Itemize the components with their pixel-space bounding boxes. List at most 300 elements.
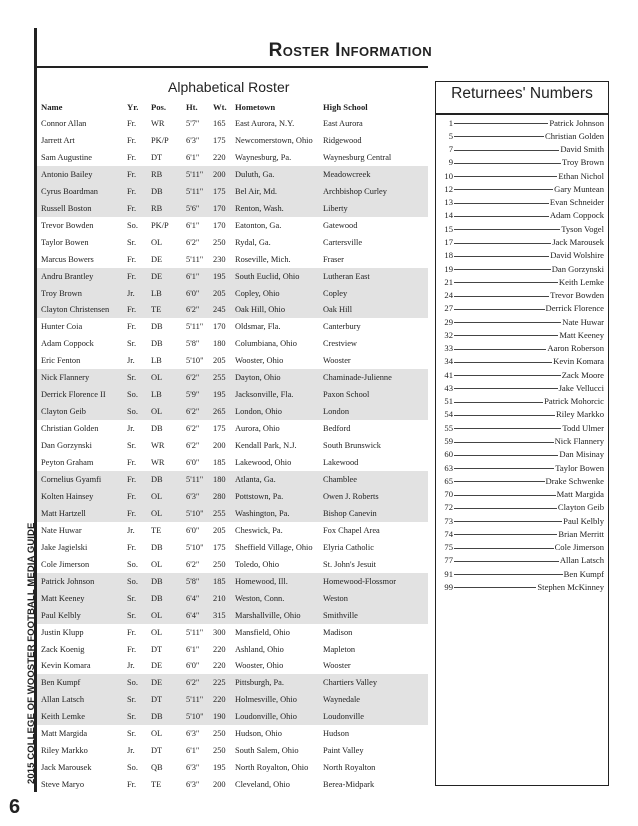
returnee-name: Riley Markko [556,409,604,420]
table-row [37,708,428,725]
player-year: Jr. [127,661,135,671]
player-position: DB [151,542,163,552]
player-hometown: Ashland, Ohio [235,644,284,654]
player-hometown: Eatonton, Ga. [235,220,282,230]
player-hometown: Pittsburgh, Pa. [235,678,284,688]
player-weight: 220 [213,661,226,671]
player-name: Justin Klupp [41,627,84,637]
player-position: OL [151,610,163,620]
player-hometown: Cheswick, Pa. [235,525,283,535]
player-position: LB [151,356,162,366]
player-name: Christian Golden [41,424,99,434]
returnee-name: Jake Vellucci [558,382,604,393]
returnees-list [438,116,606,594]
player-year: So. [127,390,138,400]
returnees-title-rule [436,113,608,115]
list-item [438,421,606,434]
column-header-position: Pos. [151,101,167,112]
leader-line [454,561,559,562]
player-position: DE [151,661,163,671]
player-height: 6'3" [186,729,200,739]
player-hometown: Homewood, Ill. [235,576,288,586]
player-year: So. [127,220,138,230]
returnee-name: Brian Merritt [558,528,604,539]
list-item [438,381,606,394]
player-hometown: Washington, Pa. [235,508,290,518]
header-rule [34,66,428,68]
player-name: Matt Margida [41,729,88,739]
roster-title: Alphabetical Roster [168,79,290,95]
player-position: RB [151,203,163,213]
player-weight: 170 [213,203,226,213]
jersey-number: 73 [444,515,453,526]
player-high-school: Wooster [323,661,351,671]
player-name: Peyton Graham [41,458,94,468]
table-row [37,335,428,352]
player-hometown: Bel Air, Md. [235,186,278,196]
player-height: 5'10" [186,712,204,722]
player-year: So. [127,576,138,586]
jersey-number: 10 [444,170,453,181]
player-high-school: Crestview [323,339,357,349]
player-name: Antonio Bailey [41,169,93,179]
player-name: Sam Augustine [41,152,92,162]
returnee-name: Taylor Bowen [555,462,604,473]
player-high-school: Cartersville [323,237,363,247]
returnees-box [435,81,609,786]
jersey-number: 99 [444,581,453,592]
player-high-school: Liberty [323,203,348,213]
leader-line [454,296,549,297]
table-row [37,251,428,268]
player-hometown: South Salem, Ohio [235,746,299,756]
player-position: QB [151,763,163,773]
player-name: Cole Jimerson [41,559,90,569]
returnees-title: Returnees' Numbers [451,85,593,102]
page-title: Roster Information [268,40,432,61]
player-high-school: Lakewood [323,458,359,468]
jersey-number: 41 [444,369,453,380]
player-high-school: Bishop Canevin [323,508,377,518]
player-height: 5'11" [186,186,204,196]
jersey-number: 13 [444,197,453,208]
player-high-school: Bedford [323,424,351,434]
player-name: Clayton Christensen [41,305,110,315]
player-hometown: London, Ohio [235,407,282,417]
list-item [438,262,606,275]
player-weight: 250 [213,729,226,739]
leader-line [454,468,554,469]
player-weight: 250 [213,746,226,756]
player-name: Riley Markko [41,746,88,756]
list-item [438,527,606,540]
player-position: RB [151,169,163,179]
player-high-school: Lutheran East [323,271,370,281]
leader-line [454,176,557,177]
player-height: 6'3" [186,780,200,790]
player-height: 5'9" [186,390,200,400]
player-position: DB [151,186,163,196]
player-weight: 185 [213,576,226,586]
leader-line [454,256,549,257]
player-year: Sr. [127,237,137,247]
player-hometown: Toledo, Ohio [235,559,280,569]
jersey-number: 9 [448,157,453,168]
player-height: 6'1" [186,271,200,281]
leader-line [454,521,562,522]
player-height: 6'1" [186,220,200,230]
player-high-school: Oak Hill [323,305,353,315]
leader-line [454,481,545,482]
player-hometown: Waynesburg, Pa. [235,152,292,162]
player-position: PK/P [151,135,169,145]
player-hometown: Columbiana, Ohio [235,339,297,349]
player-weight: 210 [213,593,226,603]
jersey-number: 24 [444,290,453,301]
leader-line [454,136,544,137]
player-year: So. [127,763,138,773]
player-year: Sr. [127,339,137,349]
player-high-school: Elyria Catholic [323,542,374,552]
player-year: Fr. [127,458,137,468]
jersey-number: 72 [444,502,453,513]
leader-line [454,574,563,575]
table-row [37,437,428,454]
table-row [37,285,428,302]
returnee-name: Allan Latsch [559,555,604,566]
player-position: DE [151,678,163,688]
jersey-number: 1 [448,117,453,128]
returnee-name: Evan Schneider [549,197,604,208]
list-item [438,182,606,195]
table-row [37,505,428,522]
list-item [438,461,606,474]
player-position: DE [151,271,163,281]
player-hometown: Duluth, Ga. [235,169,275,179]
leader-line [454,335,558,336]
leader-line [454,322,561,323]
table-row [37,624,428,641]
returnee-name: Clayton Geib [557,502,604,513]
player-high-school: Smithville [323,610,358,620]
player-name: Kolten Hainsey [41,491,94,501]
returnee-name: Derrick Florence [545,303,604,314]
player-year: Sr. [127,712,137,722]
player-weight: 185 [213,458,226,468]
jersey-number: 70 [444,489,453,500]
player-year: Fr. [127,169,137,179]
table-row [37,369,428,386]
player-hometown: Oak Hill, Ohio [235,305,286,315]
player-weight: 200 [213,441,226,451]
table-row [37,234,428,251]
returnee-name: Matt Margida [556,489,604,500]
media-guide-sidebar-label: 2015 COLLEGE OF WOOSTER FOOTBALL MEDIA GUIDE [26,522,37,784]
player-high-school: Chamblee [323,474,357,484]
jersey-number: 54 [444,409,453,420]
player-high-school: Hudson [323,729,350,739]
table-row [37,352,428,369]
player-height: 6'4" [186,593,200,603]
returnee-name: Paul Kelbly [563,515,604,526]
player-name: Zack Koenig [41,644,85,654]
list-item [438,169,606,182]
player-weight: 175 [213,424,226,434]
player-hometown: Holmesville, Ohio [235,695,297,705]
player-hometown: Oldsmar, Fla. [235,322,281,332]
player-weight: 180 [213,474,226,484]
player-high-school: Meadowcreek [323,169,371,179]
returnee-name: Nate Huwar [562,316,604,327]
table-row [37,776,428,793]
player-position: WR [151,441,165,451]
returnee-name: Troy Brown [562,157,604,168]
player-position: OL [151,559,163,569]
leader-line [454,402,543,403]
player-weight: 220 [213,152,226,162]
column-header-hometown: Hometown [235,101,276,112]
jersey-number: 27 [444,303,453,314]
player-weight: 265 [213,407,226,417]
player-height: 6'2" [186,559,200,569]
leader-line [454,534,557,535]
jersey-number: 32 [444,329,453,340]
returnee-name: Ethan Nichol [558,170,604,181]
leader-line [454,428,561,429]
player-height: 5'11" [186,254,204,264]
player-year: Fr. [127,135,137,145]
table-row [37,742,428,759]
list-item [438,395,606,408]
leader-line [454,548,554,549]
player-weight: 245 [213,305,226,315]
player-name: Adam Coppock [41,339,94,349]
leader-line [454,150,559,151]
list-item [438,116,606,129]
player-weight: 255 [213,373,226,383]
player-hometown: Dayton, Ohio [235,373,281,383]
player-hometown: Marshallville, Ohio [235,610,301,620]
returnee-name: Todd Ulmer [562,422,604,433]
leader-line [454,243,551,244]
jersey-number: 17 [444,237,453,248]
returnee-name: Keith Lemke [558,276,604,287]
player-name: Clayton Geib [41,407,86,417]
returnee-name: Zack Moore [561,369,604,380]
list-item [438,355,606,368]
player-high-school: Fox Chapel Area [323,525,380,535]
leader-line [454,282,558,283]
returnee-name: Nick Flannery [554,436,604,446]
player-high-school: Archbishop Curley [323,186,387,196]
player-year: Fr. [127,644,137,654]
player-position: TE [151,525,162,535]
player-weight: 225 [213,678,226,688]
table-row [37,590,428,607]
leader-line [454,229,560,230]
leader-line [454,123,548,124]
player-height: 6'3" [186,135,200,145]
player-weight: 195 [213,271,226,281]
player-name: Cornelius Gyamfi [41,474,102,484]
list-item [438,143,606,156]
player-year: Jr. [127,525,135,535]
returnee-name: Aaron Roberson [547,343,604,354]
list-item [438,434,606,447]
player-height: 6'2" [186,237,200,247]
returnee-name: David Wolshire [550,250,604,261]
player-position: OL [151,407,163,417]
player-position: OL [151,237,163,247]
returnee-name: Kevin Komara [553,356,604,367]
player-name: Patrick Johnson [41,576,95,586]
player-weight: 170 [213,220,226,230]
player-weight: 170 [213,322,226,332]
returnee-name: Cole Jimerson [554,542,604,553]
player-high-school: Wooster [323,356,351,366]
player-name: Eric Fenton [41,356,81,366]
player-name: Taylor Bowen [41,237,89,247]
player-high-school: Chaminade-Julienne [323,373,392,383]
player-weight: 280 [213,491,226,501]
list-item [438,288,606,301]
player-year: So. [127,407,138,417]
player-year: Fr. [127,542,137,552]
table-row [37,658,428,675]
player-high-school: Fraser [323,254,344,264]
player-year: Jr. [127,746,135,756]
player-position: DB [151,339,163,349]
leader-line [454,203,549,204]
table-row [37,132,428,149]
leader-line [454,269,551,270]
player-position: DB [151,576,163,586]
jersey-number: 19 [444,263,453,274]
player-name: Connor Allan [41,118,87,128]
returnee-name: Stephen McKinney [537,581,604,592]
player-year: Fr. [127,780,137,790]
player-year: Fr. [127,152,137,162]
player-high-school: Copley [323,288,348,298]
player-high-school: Homewood-Flossmor [323,576,397,586]
player-height: 6'3" [186,491,200,501]
table-row [37,454,428,471]
player-weight: 220 [213,695,226,705]
list-item [438,275,606,288]
jersey-number: 7 [448,144,453,155]
player-height: 6'2" [186,678,200,688]
jersey-number: 65 [444,475,453,486]
jersey-number: 63 [444,462,453,473]
player-name: Dan Gorzynski [41,441,92,451]
player-hometown: Renton, Wash. [235,203,284,213]
table-row [37,471,428,488]
player-weight: 200 [213,780,226,790]
leader-line [454,362,552,363]
player-year: Fr. [127,254,137,264]
player-height: 6'2" [186,305,200,315]
list-item [438,514,606,527]
list-item [438,328,606,341]
player-year: Fr. [127,305,137,315]
player-year: Sr. [127,373,137,383]
jersey-number: 29 [444,316,453,327]
leader-line [454,309,545,310]
player-high-school: Mapleton [323,644,356,654]
player-height: 5'11" [186,695,204,705]
player-high-school: Waynesburg Central [323,152,392,162]
list-item [438,196,606,209]
player-hometown: Cleveland, Ohio [235,780,290,790]
player-high-school: Waynedale [323,695,360,705]
player-position: PK/P [151,220,169,230]
column-header-name: Name [41,101,63,112]
table-row [37,488,428,505]
player-position: WR [151,118,165,128]
player-position: OL [151,729,163,739]
table-row [37,183,428,200]
player-position: DB [151,474,163,484]
player-position: WR [151,458,165,468]
table-row [37,607,428,624]
player-year: Fr. [127,508,137,518]
table-row [37,115,428,132]
returnee-name: Drake Schwenke [545,475,604,486]
list-item [438,567,606,580]
player-height: 5'10" [186,508,204,518]
player-year: Fr. [127,322,137,332]
table-row [37,691,428,708]
player-name: Cyrus Boardman [41,186,98,196]
player-high-school: Ridgewood [323,135,362,145]
player-weight: 250 [213,237,226,247]
player-height: 6'4" [186,610,200,620]
player-high-school: East Aurora [323,118,363,128]
list-item [438,222,606,235]
column-header-year: Yr. [127,101,139,112]
leader-line [454,216,549,217]
leader-line [454,495,556,496]
table-row [37,217,428,234]
player-hometown: Kendall Park, N.J. [235,441,297,451]
player-hometown: Lakewood, Ohio [235,458,292,468]
player-high-school: Paxon School [323,390,370,400]
table-row [37,573,428,590]
player-name: Troy Brown [41,288,82,298]
player-year: Jr. [127,288,135,298]
list-item [438,129,606,142]
jersey-number: 33 [444,343,453,354]
player-height: 5'11" [186,474,204,484]
player-position: DT [151,644,163,654]
column-header-height: Ht. [186,101,198,112]
jersey-number: 18 [444,250,453,261]
player-height: 5'8" [186,576,200,586]
player-height: 6'3" [186,763,200,773]
player-name: Jarrett Art [41,135,75,145]
list-item [438,249,606,262]
player-year: Fr. [127,474,137,484]
player-height: 6'2" [186,424,200,434]
player-high-school: Madison [323,627,353,637]
player-high-school: London [323,407,350,417]
roster-header-row [37,98,428,115]
player-high-school: Paint Valley [323,746,364,756]
jersey-number: 91 [444,568,453,579]
leader-line [454,375,561,376]
returnee-name: Dan Gorzynski [551,263,604,274]
player-height: 5'11" [186,322,204,332]
